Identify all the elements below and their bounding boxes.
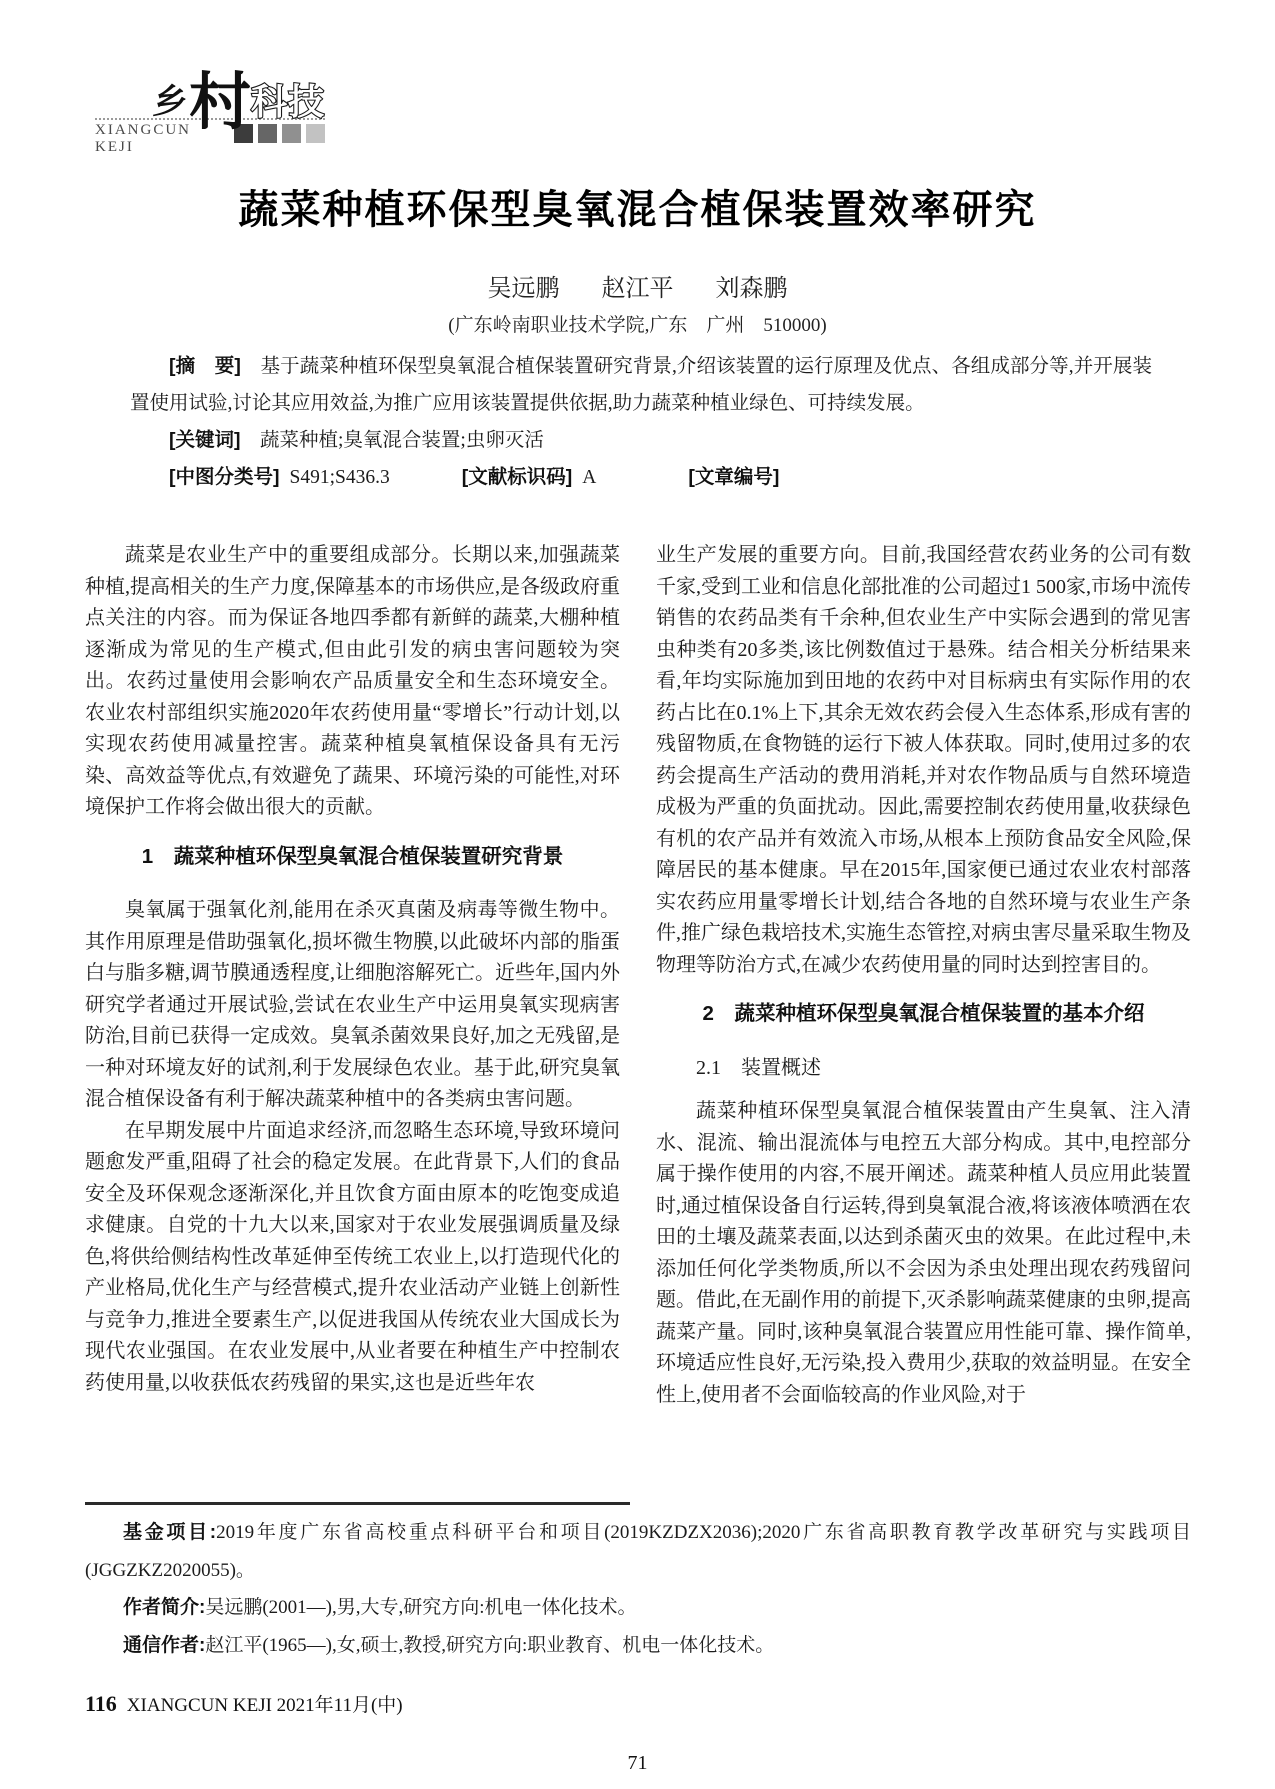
- author-list: [0, 268, 1275, 303]
- logo-char-cun: 村: [188, 69, 251, 138]
- right-paragraph-2: 蔬菜种植环保型臭氧混合植保装置由产生臭氧、注入清水、混流、输出混流体与电控五大部分构成。其中,电控部分属于操作使用的内容,不展开阐述。蔬菜种植人员应用此装置时,通过植保设备自行运转,得到臭氧混合液,将该液体喷洒在农田的土壤及蔬菜表面,以达到杀菌灭虫的效果。在此过程中,未添加任何化学类物质,所以不会因为杀虫处理出现农药残留问题。借此,在无副作用的前提下,灭杀影响蔬菜健康的虫卵,提高蔬菜产量。同时,该种臭氧混合装置应用性能可靠、操作简单,环境适应性良好,无污染,投入费用少,获取的效益明显。在安全性上,使用者不会面临较高的作业风险,对于: [656, 1100, 1191, 1406]
- left-paragraph-2: 臭氧属于强氧化剂,能用在杀灭真菌及病毒等微生物中。其作用原理是借助强氧化,损坏微生物膜,以此破坏内部的脂蛋白与脂多糖,调节膜通透程度,让细胞溶解死亡。近些年,国内外研究学者通过开展试验,尝试在农业生产中运用臭氧实现病害防治,目前已获得一定成效。臭氧杀菌效果良好,加之无残留,是一种对环境友好的试剂,利于发展绿色农业。基于此,研究臭氧混合植保设备有利于解决蔬菜种植中的各类病虫害问题。: [85, 899, 620, 1110]
- corresponding-author-label: 通信作者:: [123, 1634, 206, 1656]
- footnote-divider: [85, 1502, 630, 1505]
- footnotes: [85, 1514, 1191, 1664]
- left-paragraph-1: 蔬菜是农业生产中的重要组成部分。长期以来,加强蔬菜种植,提高相关的生产力度,保障基本的市场供应,是各级政府重点关注的内容。而为保证各地四季都有新鲜的蔬菜,大棚种植逐渐成为常见的生产模式,但由此引发的病虫害问题较为突出。农药过量使用会影响农产品质量安全和生态环境安全。农业农村部组织实施2020年农药使用量“零增长”行动计划,以实现农药使用减量控害。蔬菜种植臭氧植保设备具有无污染、高效益等优点,有效避免了蔬果、环境污染的可能性,对环境保护工作将会做出很大的贡献。: [85, 544, 620, 818]
- logo-square-2: [258, 124, 277, 143]
- logo-square-3: [282, 124, 301, 143]
- fund-text: 2019年度广东省高校重点科研平台和项目(2019KZDZX2036);2020广东省高职教育教学改革研究与实践项目(JGGZKZ2020055)。: [85, 1522, 1192, 1581]
- logo-subtitle: XIANGCUN KEJI: [95, 122, 191, 155]
- corresponding-author-text: 赵江平(1965—),女,硕士,教授,研究方向:职业教育、机电一体化技术。: [205, 1634, 775, 1656]
- front-matter: [130, 348, 1152, 496]
- abstract-text: 基于蔬菜种植环保型臭氧混合植保装置研究背景,介绍该装置的运行原理及优点、各组成部分等,并开展装置使用试验,讨论其应用效益,为推广应用该装置提供依据,助力蔬菜种植业绿色、可持续发展。: [130, 356, 1152, 414]
- abstract-paragraph: [130, 348, 1152, 422]
- corresponding-author-note: [85, 1627, 1191, 1665]
- logo-wordmark: [95, 62, 325, 138]
- affiliation: (广东岭南职业技术学院,广东 广州 510000): [448, 315, 827, 336]
- logo-square-4: [306, 124, 325, 143]
- author-bio-note: [85, 1589, 1191, 1627]
- author-bio-label: 作者简介:: [123, 1597, 206, 1618]
- keywords-label: [关键词]: [169, 429, 241, 451]
- clc-value: S491;S436.3: [289, 467, 390, 488]
- journal-page-label: 116: [85, 1691, 117, 1716]
- keywords-text: 蔬菜种植;臭氧混合装置;虫卵灭活: [260, 430, 544, 451]
- article-no-label: [文章编号]: [688, 466, 780, 488]
- journal-logo: [95, 62, 325, 155]
- logo-char-xiang: 乡: [151, 84, 189, 121]
- body-column-left: [85, 540, 620, 1498]
- section-heading-2: 2 蔬菜种植环保型臭氧混合植保装置的基本介绍: [702, 1002, 1145, 1025]
- author-1: 吴远鹏: [487, 276, 560, 302]
- fund-label: 基金项目:: [123, 1522, 217, 1543]
- classification-paragraph: [130, 459, 1152, 496]
- article-title: 蔬菜种植环保型臭氧混合植保装置效率研究: [238, 188, 1037, 232]
- journal-issue-line: XIANGCUN KEJI 2021年11月(中): [126, 1695, 403, 1716]
- doc-code-value: A: [582, 467, 597, 488]
- journal-footer: [85, 1690, 403, 1717]
- section-heading-1: 1 蔬菜种植环保型臭氧混合植保装置研究背景: [141, 844, 564, 868]
- page-number: 71: [627, 1752, 648, 1774]
- author-bio-text: 吴远鹏(2001—),男,大专,研究方向:机电一体化技术。: [205, 1597, 637, 1618]
- logo-chars-keji: 科技: [250, 81, 325, 122]
- clc-label: [中图分类号]: [169, 466, 280, 488]
- abstract-label: [摘 要]: [169, 355, 241, 377]
- author-2: 赵江平: [601, 276, 674, 302]
- keywords-paragraph: [130, 422, 1152, 459]
- body-column-right: [656, 540, 1191, 1498]
- author-3: 刘森鹏: [715, 276, 788, 302]
- doc-code-label: [文献标识码]: [461, 466, 573, 488]
- left-paragraph-3: 在早期发展中片面追求经济,而忽略生态环境,导致环境问题愈发严重,阻碍了社会的稳定发展。在此背景下,人们的食品安全及环保观念逐渐深化,并且饮食方面由原本的吃饱变成追求健康。自党的十九大以来,国家对于农业发展强调质量及绿色,将供给侧结构性改革延伸至传统工农业上,以打造现代化的产业格局,优化生产与经营模式,提升农业活动产业链上创新性与竞争力,推进全要素生产,以促进我国从传统农业大国成长为现代农业强国。在农业发展中,从业者要在种植生产中控制农药使用量,以收获低农药残留的果实,这也是近些年农: [85, 1119, 620, 1394]
- fund-note: [85, 1514, 1191, 1589]
- section-heading-2-1: 2.1 装置概述: [696, 1056, 821, 1079]
- right-paragraph-1: 业生产发展的重要方向。目前,我国经营农药业务的公司有数千家,受到工业和信息化部批准的公司超过1 500家,市场中流传销售的农药品类有千余种,但农业生产中实际会遇到的常见害虫种类有20多类,该比例数值过于悬殊。结合相关分析结果来看,年均实际施加到田地的农药中对目标病虫有实际作用的农药占比在0.1%上下,其余无效农药会侵入生态体系,形成有害的残留物质,在食物链的运行下被人体获取。同时,使用过多的农药会提高生产活动的费用消耗,并对农作物品质与自然环境造成极为严重的负面扰动。因此,需要控制农药使用量,收获绿色有机的农产品并有效流入市场,从根本上预防食品安全风险,保障居民的基本健康。早在2015年,国家便已通过农业农村部落实农药应用量零增长计划,结合各地的自然环境与农业生产条件,推广绿色栽培技术,实施生态管控,对病虫害尽量采取生物及物理等防治方式,在减少农药使用量的同时达到控害目的。: [656, 544, 1191, 976]
